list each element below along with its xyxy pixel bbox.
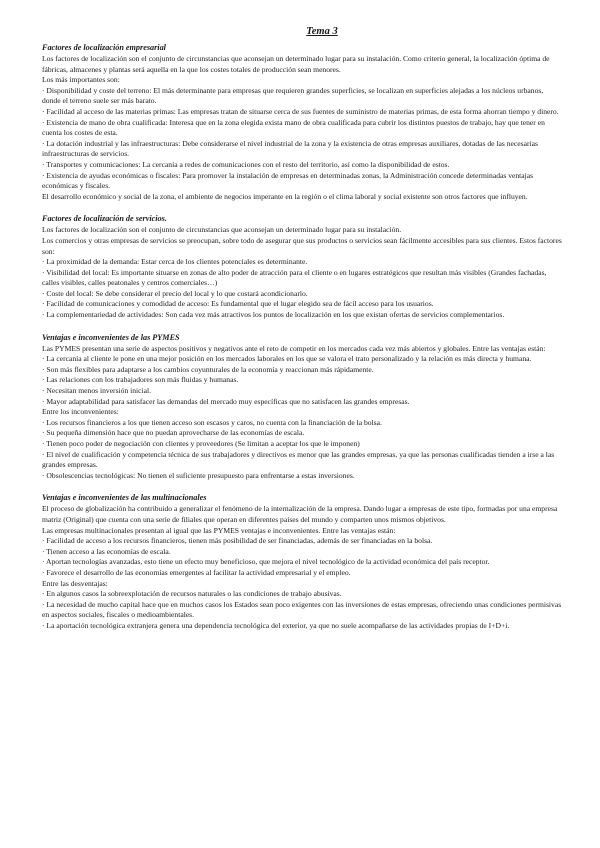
- paragraph: Los factores de localización son el conjunto de circunstancias que aconsejan un determinado lugar para su instalación. Como criterio general, la localización óptima de fábricas, almacenes y plantas será aquella en la que los costes totales de producción sean menores.: [42, 54, 550, 74]
- bullet-item: · Facilidad de comunicaciones y comodidad de acceso: Es fundamental que el lugar elegido sea de fácil acceso para los usuarios.: [42, 299, 434, 309]
- paragraph: Los más importantes son:: [42, 75, 120, 85]
- section-localizacion-servicios: [42, 214, 562, 320]
- bullet-item: · Favorece el desarrollo de las economías emergentes al facilitar la actividad empresarial y el empleo.: [42, 567, 351, 577]
- paragraph: Los comercios y otras empresas de servicios se preocupan, sobre todo de asegurar que sus productos o servicios sean fácilmente accesibles para sus clientes. Estos factores son:: [42, 235, 562, 256]
- bullet-item: · La dotación industrial y las infraestructuras: Debe considerarse el nivel industrial de la zona y la existencia de otras empresas auxiliares, dotadas de las necesarias infraestructuras de servicios.: [42, 138, 538, 159]
- bullet-item: · Su pequeña dimensión hace que no puedan aprovecharse de las economías de escala.: [42, 428, 305, 438]
- bullet-item: · Los recursos financieros a los que tienen acceso son escasos y caros, no cuenta con la financiación de la bolsa.: [42, 417, 382, 427]
- bullet-item: · Tienen poco poder de negociación con clientes y proveedores (Se limitan a aceptar los que le imponen): [42, 439, 360, 448]
- bullet-item: · Visibilidad del local: Es importante situarse en zonas de alto poder de atracción para el cliente o en lugares estratégicos que resultan más visibles (Grandes fachadas, calles visibles, calles peatonales y centros comerciales…): [42, 267, 547, 288]
- bullet-item: · Existencia de ayudas económicas o fiscales: Para promover la instalación de empresas en determinadas zonas, la Administración concede determinadas ventajas económicas y fiscales.: [42, 170, 534, 191]
- bullet-item: · Transportes y comunicaciones: La cercanía a redes de comunicaciones con el resto del territorio, así como la disponibilidad de estos.: [42, 159, 450, 169]
- paragraph: Entre las desventajas:: [42, 578, 108, 588]
- paragraph: El proceso de globalización ha contribuido a generalizar el fenómeno de la internalización de la empresa. Dando lugar a empresas de este tipo, formadas por una empresa matriz (Original) que cuenta con una serie de filiales que operan en diferentes países del mundo y comparten unos mismos objetivos.: [42, 504, 558, 524]
- bullet-item: · La necesidad de mucho capital hace que en muchos casos los Estados sean poco exigentes con las inversiones de estas empresas, ofreciendo unas condiciones permisivas en aspectos sociales, fiscales o medioambientales.: [42, 599, 562, 620]
- bullet-item: · Facilidad al acceso de las materias primas: Las empresas tratan de situarse cerca de sus fuentes de suministro de materias primas, de esta forma ahorran tiempo y dinero.: [42, 106, 559, 116]
- section-pymes: [42, 333, 562, 482]
- bullet-item: · La cercanía al cliente le pone en una mejor posición en los mercados laborales en los que se valora el trato personalizado y la relación es más directa y humana.: [42, 354, 532, 364]
- paragraph: Las PYMES presentan una serie de aspectos positivos y negativos ante el reto de competir en los mercados cada vez más abiertos y globales. Entre las ventajas están:: [42, 343, 546, 353]
- bullet-item: · La proximidad de la demanda: Estar cerca de los clientes potenciales es determinante.: [42, 257, 308, 267]
- page-title: Tema 3: [306, 26, 338, 37]
- bullet-item: · Las relaciones con los trabajadores son más fluidas y humanas.: [42, 375, 239, 385]
- bullet-item: · Coste del local: Se debe considerar el precio del local y lo que costará acondicionarlo.: [42, 288, 308, 298]
- section-heading: Ventajas e inconvenientes de las PYMES: [42, 332, 180, 342]
- section-multinacionales: [42, 493, 562, 631]
- bullet-item: · Disponibilidad y coste del terreno: El más determinante para empresas que requieren grandes superficies, se localizan en superficies alejadas a los núcleos urbanos, donde el terreno suele ser más barato.: [42, 85, 544, 106]
- document-page: [42, 26, 562, 644]
- bullet-item: · Mayor adaptabilidad para satisfacer las demandas del mercado muy específicas que no satisfacen las grandes empresas.: [42, 396, 410, 406]
- section-localizacion-empresarial: [42, 43, 562, 202]
- paragraph: Las empresas multinacionales presentan al igual que las PYMES ventajas e inconvenientes. Entre las ventajas están:: [42, 525, 396, 535]
- bullet-item: · Existencia de mano de obra cualificada: Interesa que en la zona elegida exista mano de obra cualificada para cubrir los distintos puestos de trabajo, hay que tener en cuenta los costes de esta.: [42, 117, 545, 138]
- bullet-item: · El nivel de cualificación y competencia técnica de sus trabajadores y directivos es menor que las grandes empresas, ya que las personas cualificadas tienden a irse a las grandes empresas.: [42, 449, 555, 470]
- bullet-item: · La complementariedad de actividades: Son cada vez más atractivos los puntos de localización en los que existan ofertas de servicios complementarios.: [42, 310, 505, 320]
- paragraph: Entre los inconvenientes:: [42, 407, 119, 417]
- section-heading: Ventajas e inconvenientes de las multinacionales: [42, 493, 207, 503]
- paragraph: El desarrollo económico y social de la zona, el ambiente de negocios imperante en la región o el clima laboral y social existente son otros factores que influyen.: [42, 191, 528, 201]
- bullet-item: · En algunos casos la sobreexplotación de recursos naturales o las condiciones de trabajo abusivas.: [42, 589, 342, 599]
- bullet-item: · La aportación tecnológica extranjera genera una dependencia tecnológica del exterior, ya que no suele acompañarse de las actividades propias de I+D+i.: [42, 620, 510, 630]
- bullet-item: · Son más flexibles para adaptarse a los cambios coyunturales de la economía y reaccionan más rápidamente.: [42, 364, 374, 374]
- paragraph: Los factores de localización son el conjunto de circunstancias que aconsejan un determinado lugar para su instalación.: [42, 225, 402, 235]
- section-heading: Factores de localización de servicios.: [42, 214, 167, 224]
- bullet-item: · Tienen acceso a las economías de escala.: [42, 546, 171, 556]
- bullet-item: · Aportan tecnologías avanzadas, esto tiene un efecto muy beneficioso, que mejora el nivel tecnológico de la actividad económica del país receptor.: [42, 557, 490, 567]
- section-heading: Factores de localización empresarial: [42, 43, 166, 52]
- bullet-item: · Obsolescencias tecnológicas: No tienen el suficiente presupuesto para enfrentarse a estas inversiones.: [42, 470, 355, 480]
- bullet-item: · Facilidad de acceso a los recursos financieros, tienen más posibilidad de ser financiadas, además de ser financiadas en la bolsa.: [42, 536, 433, 546]
- bullet-item: · Necesitan menos inversión inicial.: [42, 386, 152, 396]
